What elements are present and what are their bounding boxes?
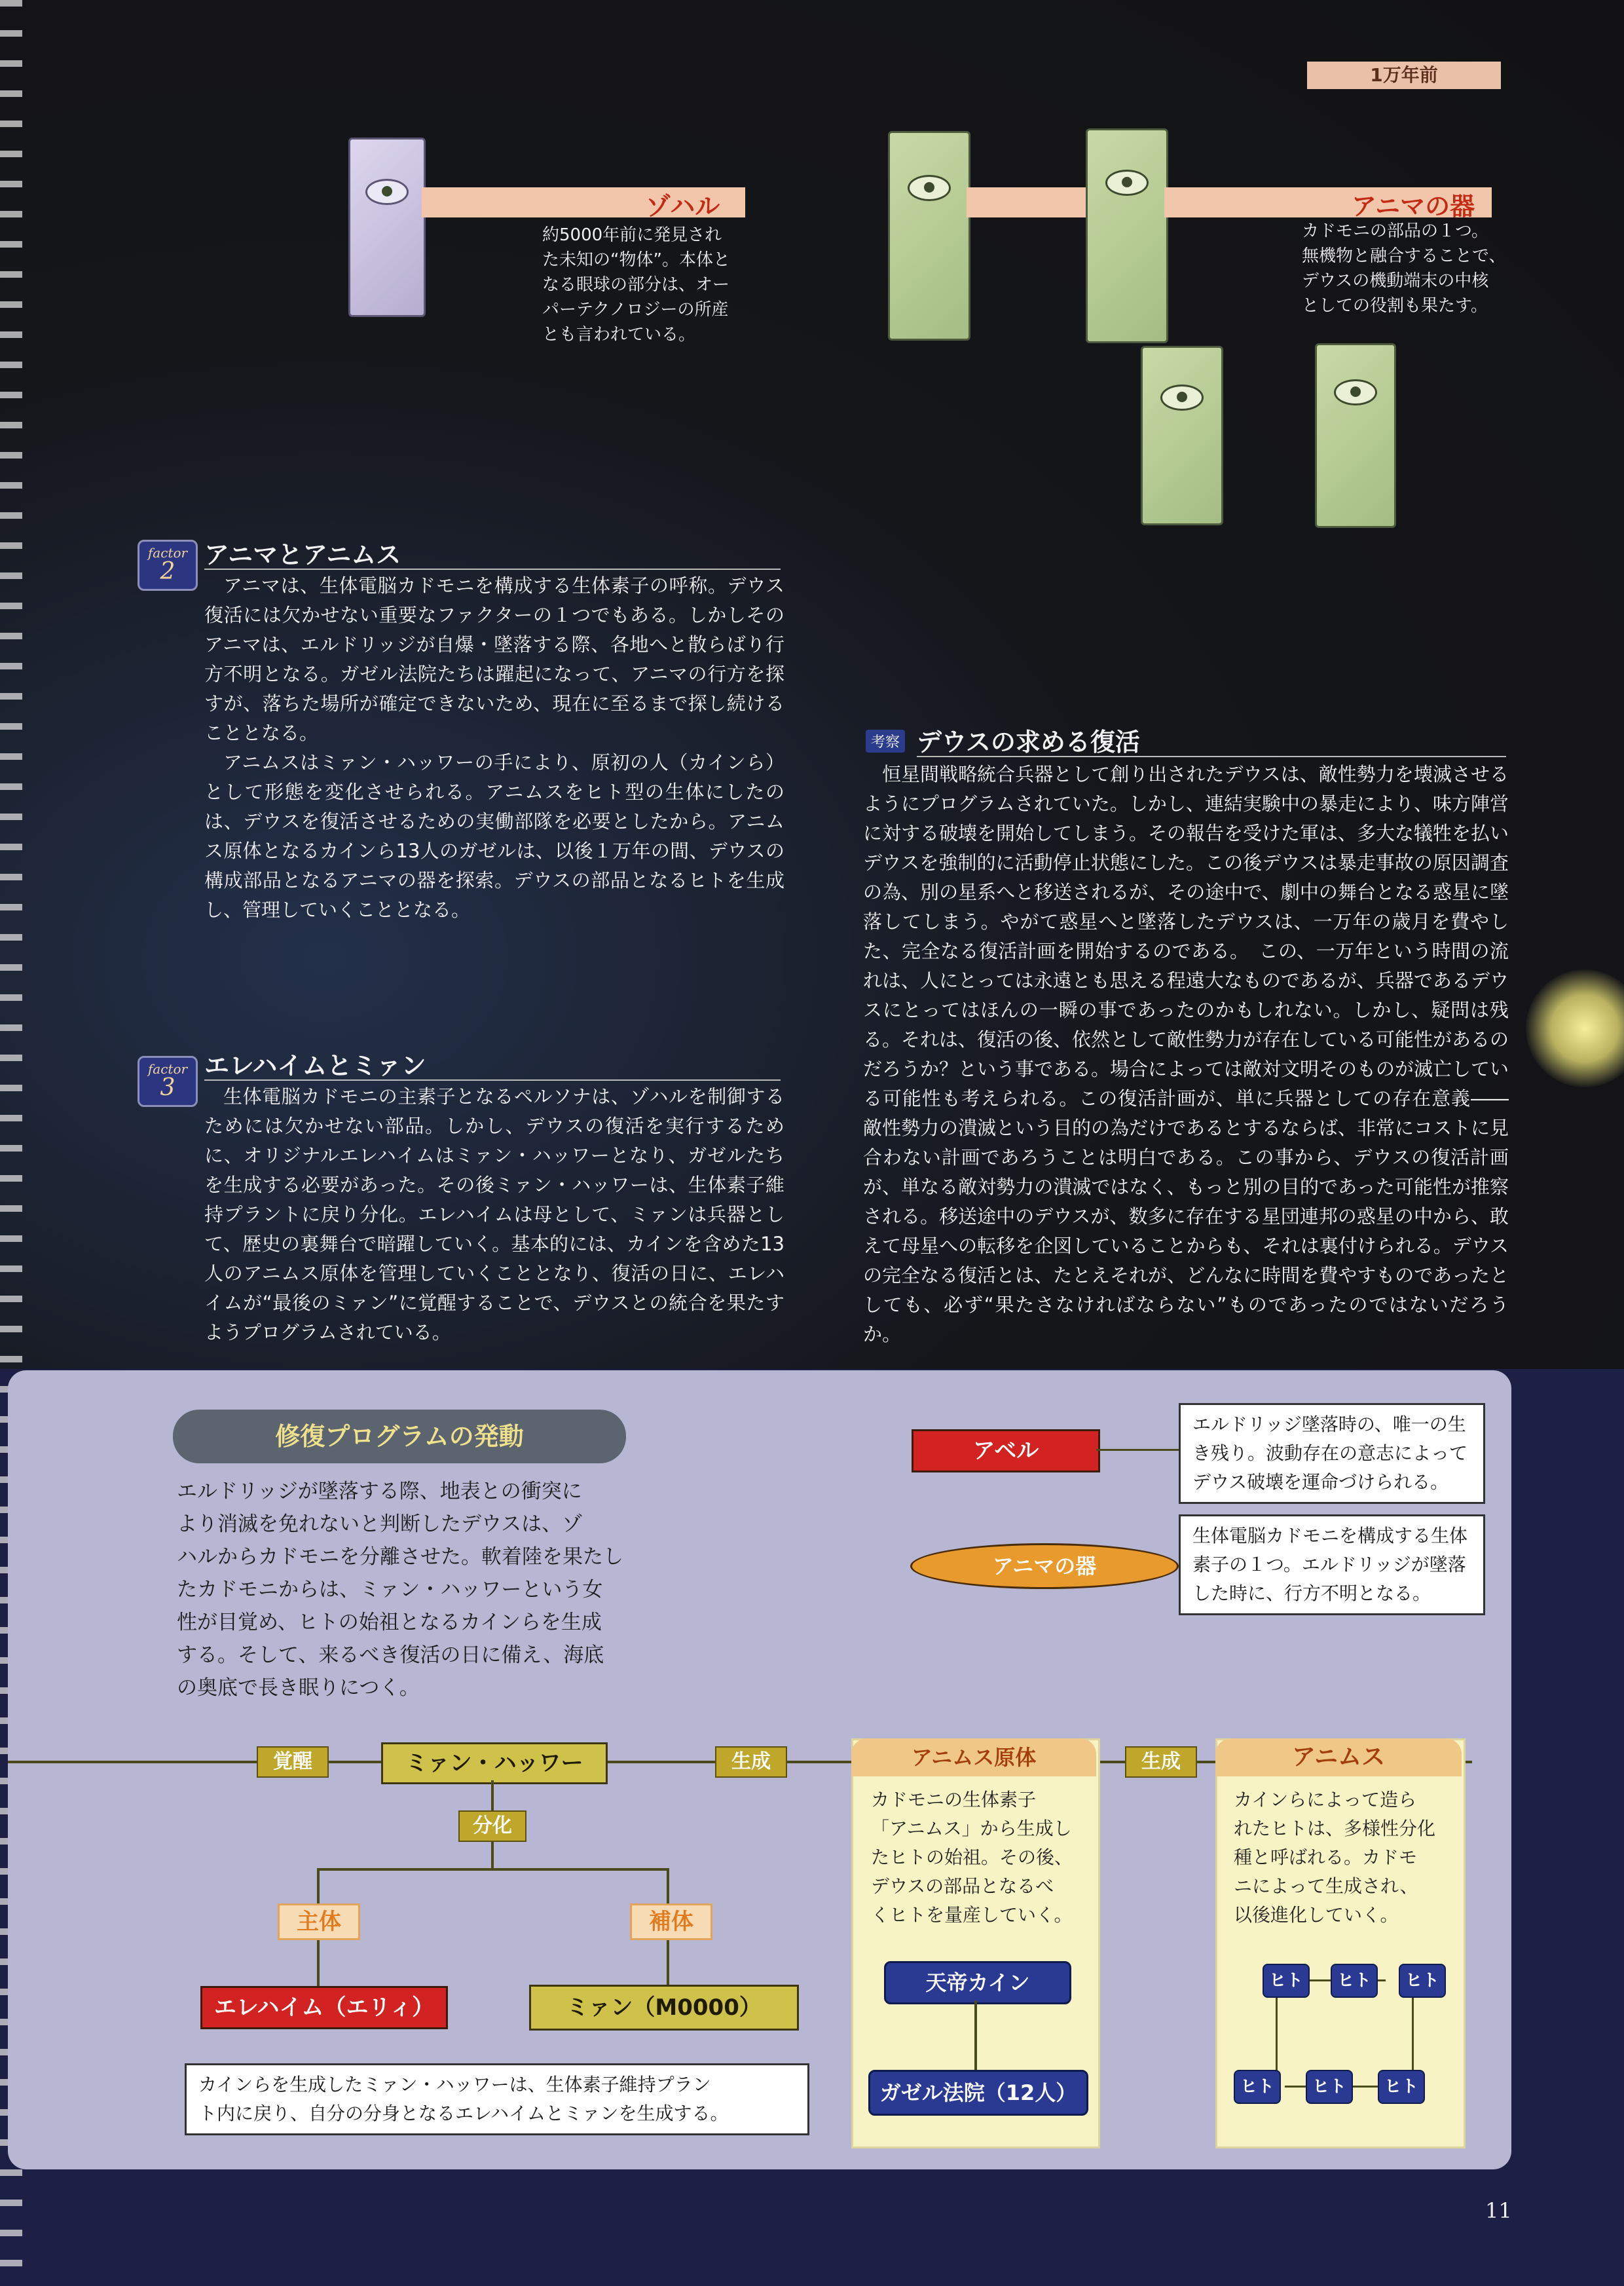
anima-band-left <box>967 187 1086 217</box>
era-tag: 1万年前 <box>1307 62 1501 89</box>
eye-symbol <box>908 175 951 201</box>
animus-origin-text: カドモニの生体素子 「アニムス」から生成し たヒトの始祖。その後、 デウスの部品となるべ くヒトを量産していく。 <box>871 1789 1073 1926</box>
emperor-cain-box: 天帝カイン <box>884 1961 1071 2004</box>
eye-symbol <box>1334 379 1377 405</box>
eye-symbol <box>1160 384 1204 411</box>
hito-chip: ヒト <box>1331 1964 1378 1998</box>
animus-text: カインらによって造ら れたヒトは、多様性分化 種と呼ばれる。カドモ ニによって生成され、 以後進化していく。 <box>1234 1789 1436 1926</box>
zohar-stone-image <box>348 138 426 317</box>
anima-vessel-stone-2 <box>1086 128 1168 343</box>
hito-chip: ヒト <box>1399 1964 1446 1998</box>
hito-chip: ヒト <box>1306 2070 1353 2104</box>
factor-2-title: アニマとアニムス <box>204 534 781 570</box>
hotai-tag: 補体 <box>630 1903 712 1940</box>
animus-origin-title: アニムス原体 <box>851 1738 1096 1776</box>
hito-chip: ヒト <box>1263 1964 1310 1998</box>
zohar-desc: 約5000年前に発見され た未知の“物体”。本体と なる眼球の部分は、オー パーテクノロジーの所産 とも言われている。 <box>542 225 730 345</box>
anima-vessel-stone-3 <box>1141 346 1223 525</box>
factor-3-badge: factor 3 <box>138 1056 198 1107</box>
anima-vessel-stone-1 <box>888 131 970 341</box>
shutai-tag: 主体 <box>278 1903 360 1940</box>
factor-2-badge: factor 2 <box>138 540 198 591</box>
kosatsu-body: 恒星間戦略統合兵器として創り出されたデウスは、敵性勢力を壊滅させるようにプログラムされていた。しかし、連結実験中の暴走により、味方陣営に対する破壊を開始してしまう。その報告を受けた軍は、多大な犠牲を払いデウスを強制的に活動停止状態にした。この後デウスは暴走事故の原因調査の為、別の星系へと移送されるが、その途中で、劇中の舞台となる惑星に墜落してしまう。やがて惑星へと墜落したデウスは、一万年の歳月を費やした、完全なる復活計画を開始するのである。 この、一万年という時間の流れは、人にとっては永遠とも思える程遠大なものであるが、兵器であるデウスにとってはほんの一瞬の事であったのかもしれない。しかし、疑問は残る。それは、復活の後、依然として敵性勢力が存在している可能性があるのだろうか？という事である。場合によっては敵対文明そのものが滅亡している可能性も考えられる。この復活計画が、単に兵器としての存在意義―― 敵性勢力の潰滅という目的の為だけであるとするならば、非常にコストに見合わない計画であろうことは明白である。この事から、デウスの復活計画が、単なる敵対勢力の潰滅ではなく、もっと別の目的であった可能性が推察される。移送途中のデウスが、数多に存在する星団連邦の惑星の中から、敢えて母星への転移を企図していることからも、それは裏付けられる。デウスの完全なる復活とは、たとえそれが、どんなに時間を費やすものであったとしても、必ず“果たさなければならない”ものであったのではないだろうか。 <box>863 763 1509 1345</box>
anima-vessel-note: 生体電脳カドモニを構成する生体 素子の１つ。エルドリッジが墜落 した時に、行方不明となる。 <box>1179 1514 1485 1615</box>
generate-tag-1: 生成 <box>715 1746 787 1778</box>
abel-connector <box>1096 1449 1179 1451</box>
anima-vessel-desc: カドモニの部品の１つ。 無機物と融合することで、 デウスの機動端末の中核 としての役割も果たす。 <box>1302 221 1506 316</box>
hito-line-right <box>1412 1995 1414 2071</box>
anima-vessel-label: アニマの器 <box>1352 192 1475 221</box>
abel-note: エルドリッジ墜落時の、唯一の生 き残り。波動存在の意志によって デウス破壊を運命づけられる。 <box>1179 1403 1485 1504</box>
animus-title: アニムス <box>1215 1738 1462 1776</box>
hito-line-left <box>1276 1995 1278 2071</box>
kosatsu-badge: 考察 <box>866 730 905 753</box>
hito-chip: ヒト <box>1378 2070 1425 2104</box>
miang-note: カインらを生成したミァン・ハッワーは、生体素子維持プラン ト内に戻り、自分の分身となるエレハイムとミァンを生成する。 <box>185 2063 809 2135</box>
panel-text: エルドリッジが墜落する際、地表との衝突に より消滅を免れないと判断したデウスは、ゾ ハルからカドモニを分離させた。軟着陸を果たし たカドモニからは、ミァン・ハッワーという女 性が目覚め、ヒトの始祖となるカインらを生成 する。そして、来るべき復活の日に備え、海底 の奥底で長き眠りにつく。 <box>177 1480 623 1700</box>
generate-tag-2: 生成 <box>1125 1746 1197 1778</box>
bunka-tag: 分化 <box>458 1810 526 1842</box>
awaken-tag: 覚醒 <box>257 1746 329 1778</box>
panel-title: 修復プログラムの発動 <box>173 1410 626 1463</box>
zohar-label: ゾハル <box>646 192 720 221</box>
gazel-ministry-box: ガゼル法院（12人） <box>868 2070 1088 2116</box>
miang-m0000-box: ミァン（M0000） <box>529 1985 799 2031</box>
anima-vessel-stone-4 <box>1315 343 1396 528</box>
kosatsu-title: デウスの求める復活 <box>917 722 1506 757</box>
abel-box: アベル <box>912 1429 1100 1472</box>
anima-vessel-oval: アニマの器 <box>910 1543 1179 1589</box>
factor-3-title: エレハイムとミァン <box>204 1045 781 1081</box>
branch-horizontal <box>317 1868 669 1871</box>
factor-2-body: アニマは、生体電脳カドモニを構成する生体素子の呼称。デウス復活には欠かせない重要なファクターの１つでもある。しかしそのアニマは、エルドリッジが自爆・墜落する際、各地へと散らばり行方不明となる。ガゼル法院たちは躍起になって、アニマの行方を探すが、落ちた場所が確定できないため、現在に至るまで探し続けることとなる。 アニムスはミァン・ハッワーの手により、原初の人（カインら）として形態を変化させられる。アニムスをヒト型の生体にしたのは、デウスを復活させるための実働部隊を必要としたから。アニムス原体となるカインら13人のガゼルは、以後１万年の間、デウスの構成部品となるアニマの器を探索。デウスの部品となるヒトを生成し、管理していくこととなる。 <box>204 574 784 921</box>
elehaym-box: エレハイム（エリィ） <box>200 1986 448 2029</box>
page-number: 11 <box>1485 2198 1512 2223</box>
factor-3-body: 生体電脳カドモニの主素子となるペルソナは、ゾハルを制御するためには欠かせない部品。しかし、デウスの復活を実行するために、オリジナルエレハイムはミァン・ハッワーとなり、ガゼルたちを生成する必要があった。その後ミァン・ハッワーは、生体素子維持プラントに戻り分化。エレハイムは母として、ミァンは兵器として、歴史の裏舞台で暗躍していく。基本的には、カインを含めた13人のアニムス原体を管理していくこととなり、復活の日に、エレハイムが“最後のミァン”に覚醒することで、デウスとの統合を果たすようプログラムされている。 <box>204 1085 784 1343</box>
eye-symbol <box>365 179 409 205</box>
miang-hawwa-box: ミァン・ハッワー <box>381 1742 608 1784</box>
cain-gazel-connector <box>974 2000 977 2071</box>
eye-symbol <box>1105 170 1149 196</box>
hito-chip: ヒト <box>1234 2070 1281 2104</box>
